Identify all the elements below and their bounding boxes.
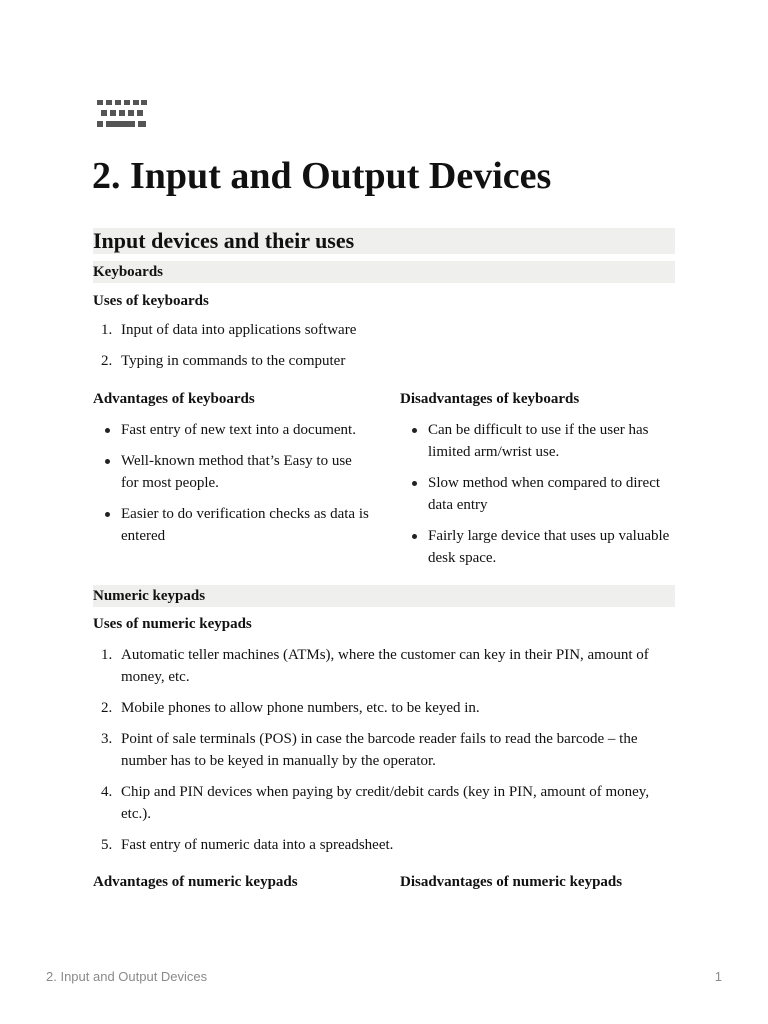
list-item: Fast entry of new text into a document. (93, 419, 371, 441)
keyboard-icon (96, 100, 147, 128)
list-item: 1. Input of data into applications software (101, 322, 357, 338)
numeric-keypads-uses-heading: Uses of numeric keypads (93, 616, 252, 632)
keyboards-heading: Keyboards (93, 261, 675, 283)
page-number: 1 (714, 969, 722, 984)
keyboards-uses-list (93, 319, 675, 381)
list-item: Fairly large device that uses up valuable desk space. (400, 525, 675, 569)
list-item: Well-known method that’s Easy to use for most people. (93, 450, 371, 494)
list-item: 3. Point of sale terminals (POS) in case the barcode reader fails to read the barcode – the number has to be keyed in manually by the operator. (101, 731, 638, 769)
footer-title: 2. Input and Output Devices (46, 969, 208, 984)
numeric-keypads-uses-list (93, 644, 675, 865)
list-item: Can be difficult to use if the user has limited arm/wrist use. (400, 419, 675, 463)
chapter-title: 2. Input and Output Devices (92, 155, 552, 197)
numeric-keypads-heading: Numeric keypads (93, 585, 675, 607)
list-item: 5. Fast entry of numeric data into a spreadsheet. (101, 837, 394, 853)
list-item: Slow method when compared to direct data entry (400, 472, 675, 516)
keyboards-disadvantages-list (400, 419, 675, 578)
numeric-keypads-disadvantages-heading: Disadvantages of numeric keypads (400, 874, 623, 890)
list-item: Easier to do verification checks as data is entered (93, 503, 371, 547)
numeric-keypads-advantages-heading: Advantages of numeric keypads (93, 874, 298, 890)
list-item: 2. Mobile phones to allow phone numbers, etc. to be keyed in. (101, 700, 480, 716)
keyboards-uses-heading: Uses of keyboards (93, 293, 209, 309)
keyboards-advantages-heading: Advantages of keyboards (93, 391, 255, 407)
list-item: 1. Automatic teller machines (ATMs), where the customer can key in their PIN, amount of money, etc. (101, 647, 649, 685)
keyboards-disadvantages-heading: Disadvantages of keyboards (400, 391, 580, 407)
keyboards-advantages-list (93, 419, 371, 556)
list-item: 2. Typing in commands to the computer (101, 353, 346, 369)
section-title: Input devices and their uses (93, 228, 675, 254)
list-item: 4. Chip and PIN devices when paying by credit/debit cards (key in PIN, amount of money, etc.). (101, 784, 650, 822)
